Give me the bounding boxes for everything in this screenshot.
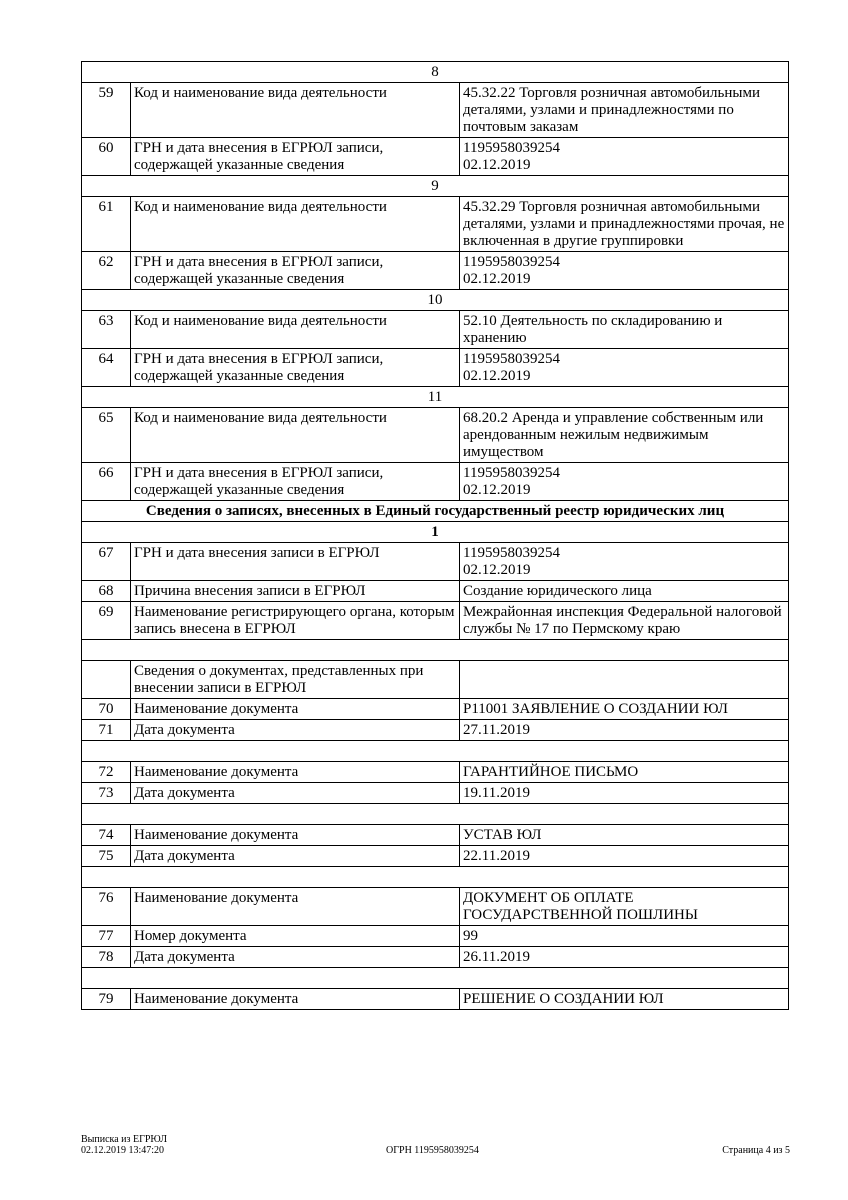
row-number: 75 — [82, 846, 131, 867]
row-label: Сведения о документах, представленных при внесении записи в ЕГРЮЛ — [131, 661, 460, 699]
row-number: 71 — [82, 720, 131, 741]
table-row — [82, 581, 789, 602]
footer-extract-title: Выписка из ЕГРЮЛ — [81, 1134, 167, 1145]
row-number: 60 — [82, 138, 131, 176]
table-row — [82, 543, 789, 581]
row-value: 45.32.29 Торговля розничная автомобильными деталями, узлами и принадлежностями прочая, не включенная в другие группировки — [460, 197, 789, 252]
table-row — [82, 602, 789, 640]
row-value: ДОКУМЕНТ ОБ ОПЛАТЕ ГОСУДАРСТВЕННОЙ ПОШЛИНЫ — [460, 888, 789, 926]
row-value: 19.11.2019 — [460, 783, 789, 804]
row-label: ГРН и дата внесения записи в ЕГРЮЛ — [131, 543, 460, 581]
row-label: Дата документа — [131, 720, 460, 741]
table-row — [82, 926, 789, 947]
row-label: Дата документа — [131, 947, 460, 968]
table-row — [82, 349, 789, 387]
group-header-row — [82, 290, 789, 311]
row-number: 77 — [82, 926, 131, 947]
group-header-row — [82, 522, 789, 543]
table-row — [82, 661, 789, 699]
table-row — [82, 947, 789, 968]
egrul-extract-table — [81, 61, 789, 1010]
section-title: Сведения о записях, внесенных в Единый государственный реестр юридических лиц — [82, 501, 789, 522]
row-label: Код и наименование вида деятельности — [131, 408, 460, 463]
table-row — [82, 888, 789, 926]
spacer-row — [82, 968, 789, 989]
section-header-row — [82, 501, 789, 522]
row-number: 63 — [82, 311, 131, 349]
row-label: Код и наименование вида деятельности — [131, 83, 460, 138]
row-label: Дата документа — [131, 846, 460, 867]
row-label: ГРН и дата внесения в ЕГРЮЛ записи, содержащей указанные сведения — [131, 349, 460, 387]
row-value — [460, 661, 789, 699]
row-label: Наименование документа — [131, 989, 460, 1010]
row-label: Код и наименование вида деятельности — [131, 197, 460, 252]
row-number: 67 — [82, 543, 131, 581]
row-label: ГРН и дата внесения в ЕГРЮЛ записи, содержащей указанные сведения — [131, 463, 460, 501]
spacer-cell — [82, 968, 789, 989]
spacer-cell — [82, 804, 789, 825]
row-value: 68.20.2 Аренда и управление собственным или арендованным нежилым недвижимым имуществом — [460, 408, 789, 463]
row-label: ГРН и дата внесения в ЕГРЮЛ записи, содержащей указанные сведения — [131, 252, 460, 290]
table-row — [82, 83, 789, 138]
row-value: РЕШЕНИЕ О СОЗДАНИИ ЮЛ — [460, 989, 789, 1010]
spacer-row — [82, 804, 789, 825]
row-value: Межрайонная инспекция Федеральной налоговой службы № 17 по Пермскому краю — [460, 602, 789, 640]
row-number: 70 — [82, 699, 131, 720]
group-header-row — [82, 387, 789, 408]
row-number: 66 — [82, 463, 131, 501]
row-label: Дата документа — [131, 783, 460, 804]
footer-page-number: Страница 4 из 5 — [722, 1145, 790, 1156]
footer-ogrn: ОГРН 1195958039254 — [386, 1145, 479, 1156]
spacer-cell — [82, 640, 789, 661]
group-number: 1 — [82, 522, 789, 543]
row-value: 22.11.2019 — [460, 846, 789, 867]
row-value: 1195958039254 02.12.2019 — [460, 349, 789, 387]
row-number: 76 — [82, 888, 131, 926]
group-number: 8 — [82, 62, 789, 83]
table-row — [82, 138, 789, 176]
row-value: 45.32.22 Торговля розничная автомобильными деталями, узлами и принадлежностями по почтовым заказам — [460, 83, 789, 138]
group-header-row — [82, 176, 789, 197]
row-value: 52.10 Деятельность по складированию и хранению — [460, 311, 789, 349]
table-row — [82, 846, 789, 867]
row-label: Наименование документа — [131, 699, 460, 720]
table-body — [82, 62, 789, 1010]
row-value: 1195958039254 02.12.2019 — [460, 138, 789, 176]
row-value: ГАРАНТИЙНОЕ ПИСЬМО — [460, 762, 789, 783]
row-number: 78 — [82, 947, 131, 968]
table-row — [82, 197, 789, 252]
group-number: 10 — [82, 290, 789, 311]
row-value: 99 — [460, 926, 789, 947]
spacer-cell — [82, 741, 789, 762]
table-row — [82, 252, 789, 290]
row-number: 79 — [82, 989, 131, 1010]
footer-extract-timestamp: 02.12.2019 13:47:20 — [81, 1145, 165, 1156]
row-label: Причина внесения записи в ЕГРЮЛ — [131, 581, 460, 602]
group-number: 9 — [82, 176, 789, 197]
spacer-row — [82, 867, 789, 888]
row-number: 74 — [82, 825, 131, 846]
row-number: 73 — [82, 783, 131, 804]
row-value: Р11001 ЗАЯВЛЕНИЕ О СОЗДАНИИ ЮЛ — [460, 699, 789, 720]
row-number: 59 — [82, 83, 131, 138]
row-number: 72 — [82, 762, 131, 783]
spacer-cell — [82, 867, 789, 888]
row-value: 26.11.2019 — [460, 947, 789, 968]
row-label: ГРН и дата внесения в ЕГРЮЛ записи, содержащей указанные сведения — [131, 138, 460, 176]
row-value: 1195958039254 02.12.2019 — [460, 543, 789, 581]
table-row — [82, 463, 789, 501]
table-row — [82, 762, 789, 783]
row-number: 69 — [82, 602, 131, 640]
footer-extract-info — [81, 1134, 167, 1156]
row-value: 1195958039254 02.12.2019 — [460, 463, 789, 501]
row-number: 62 — [82, 252, 131, 290]
row-label: Номер документа — [131, 926, 460, 947]
group-header-row — [82, 62, 789, 83]
row-label: Наименование регистрирующего органа, которым запись внесена в ЕГРЮЛ — [131, 602, 460, 640]
table-row — [82, 311, 789, 349]
row-label: Код и наименование вида деятельности — [131, 311, 460, 349]
table-row — [82, 825, 789, 846]
row-label: Наименование документа — [131, 888, 460, 926]
group-number: 11 — [82, 387, 789, 408]
row-value: 1195958039254 02.12.2019 — [460, 252, 789, 290]
row-number: 64 — [82, 349, 131, 387]
row-label: Наименование документа — [131, 825, 460, 846]
spacer-row — [82, 741, 789, 762]
row-number: 61 — [82, 197, 131, 252]
row-number — [82, 661, 131, 699]
table-row — [82, 989, 789, 1010]
table-row — [82, 783, 789, 804]
row-value: УСТАВ ЮЛ — [460, 825, 789, 846]
row-number: 68 — [82, 581, 131, 602]
row-value: Создание юридического лица — [460, 581, 789, 602]
row-number: 65 — [82, 408, 131, 463]
table-row — [82, 699, 789, 720]
row-value: 27.11.2019 — [460, 720, 789, 741]
row-label: Наименование документа — [131, 762, 460, 783]
spacer-row — [82, 640, 789, 661]
table-row — [82, 408, 789, 463]
table-row — [82, 720, 789, 741]
